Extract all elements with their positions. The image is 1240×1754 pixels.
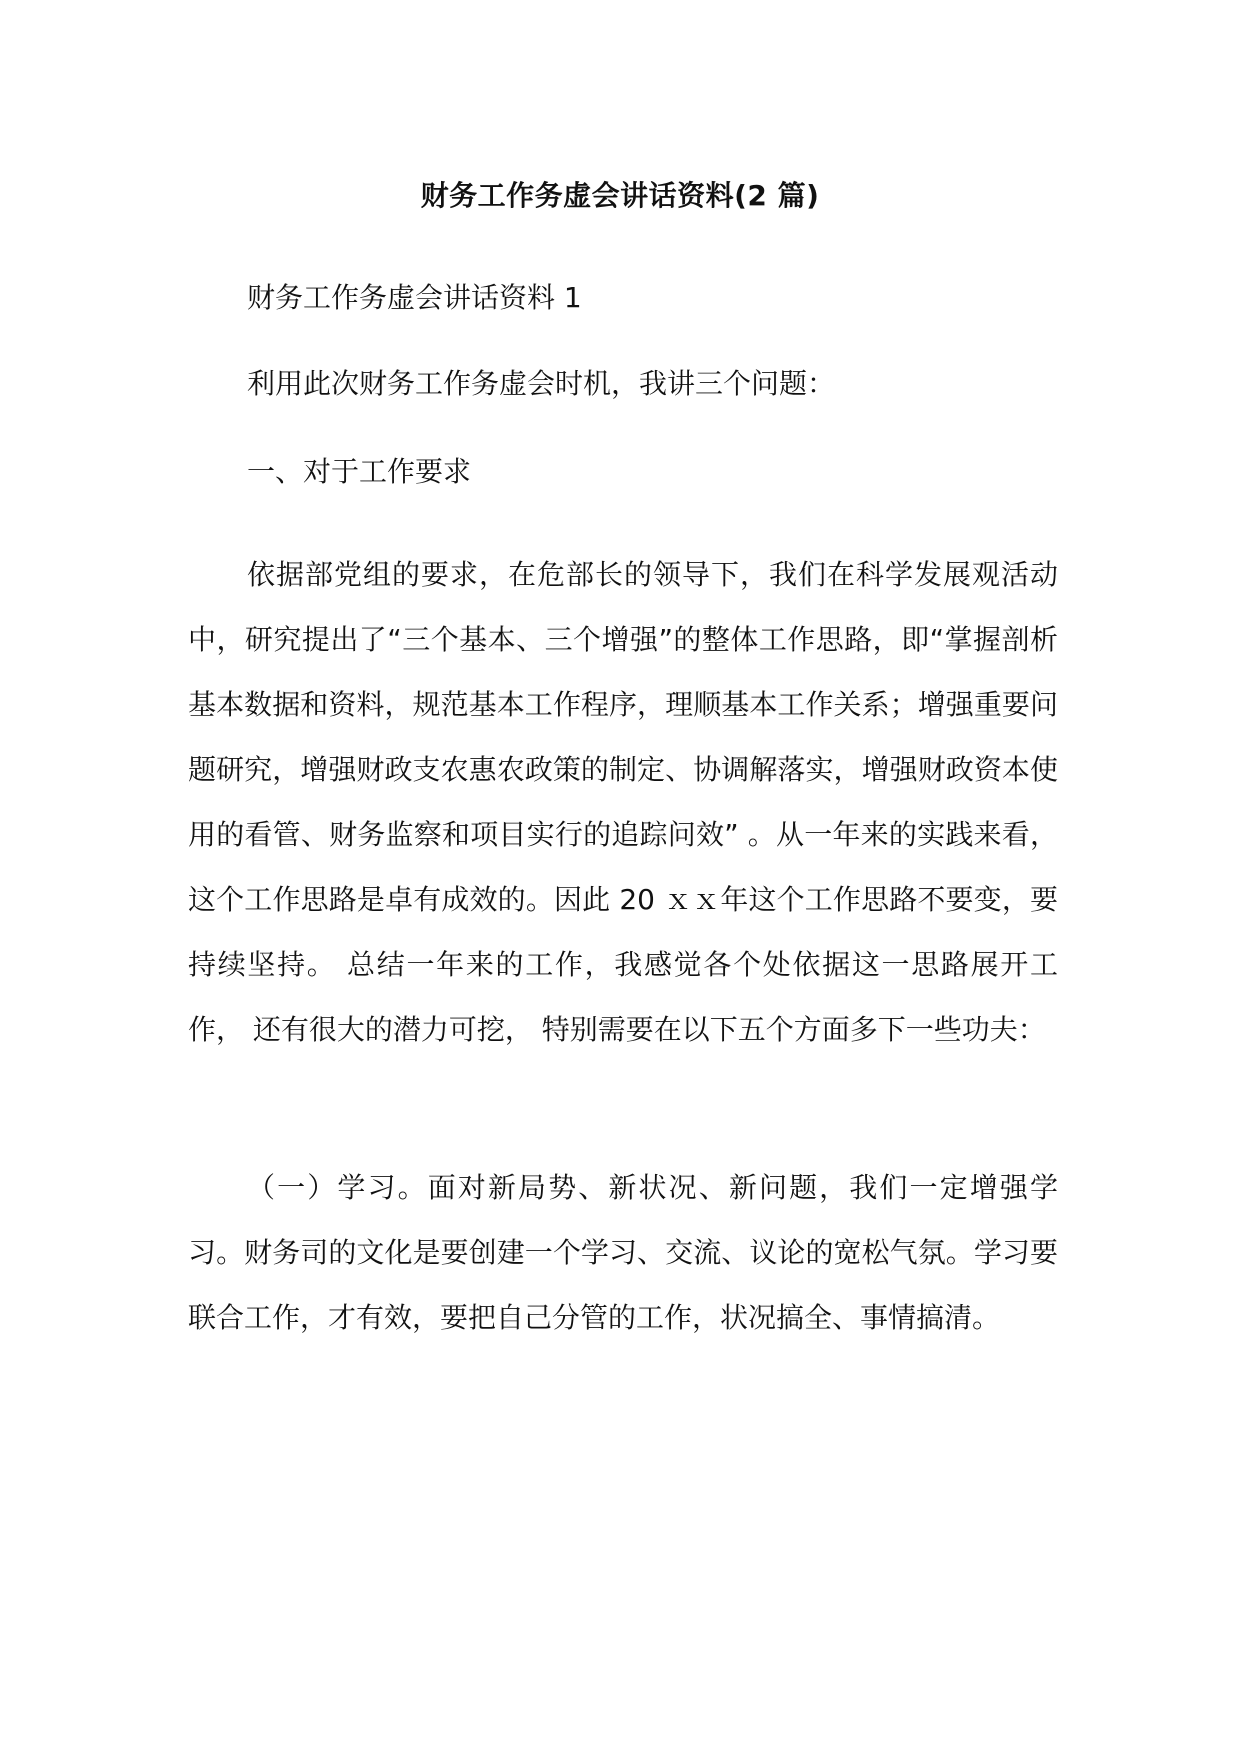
- section-heading: 一、对于工作要求: [247, 455, 472, 488]
- document-title: 财务工作务虚会讲话资料(2 篇): [420, 179, 820, 212]
- body-paragraph-2: （一）学习。面对新局势、新状况、新问题，我们一定增强学习。财务司的文化是要创建一个学习、交流、议论的宽松气氛。学习要联合工作，才有效，要把自己分管的工作，状况搞全、事情搞清。: [188, 1171, 1058, 1334]
- body-paragraph-1: 依据部党组的要求，在危部长的领导下，我们在科学发展观活动中，研究提出了“三个基本、三个增强”的整体工作思路，即“掌握剖析基本数据和资料，规范基本工作程序，理顺基本工作关系；增强重要问题研究，增强财政支农惠农政策的制定、协调解落实，增强财政资本使用的看管、财务监察和项目实行的追踪问效” 。从一年来的实践来看，这个工作思路是卓有成效的。因此 20 ｘｘ年这个工作思路不要变，要持续坚持。 总结一年来的工作，我感觉各个处依据这一思路展开工作， 还有很大的潜力可挖， 特别需要在以下五个方面多下一些功夫：: [188, 558, 1058, 1046]
- document-subtitle: 财务工作务虚会讲话资料 1: [247, 281, 582, 314]
- intro-line: 利用此次财务工作务虚会时机，我讲三个问题：: [247, 367, 836, 400]
